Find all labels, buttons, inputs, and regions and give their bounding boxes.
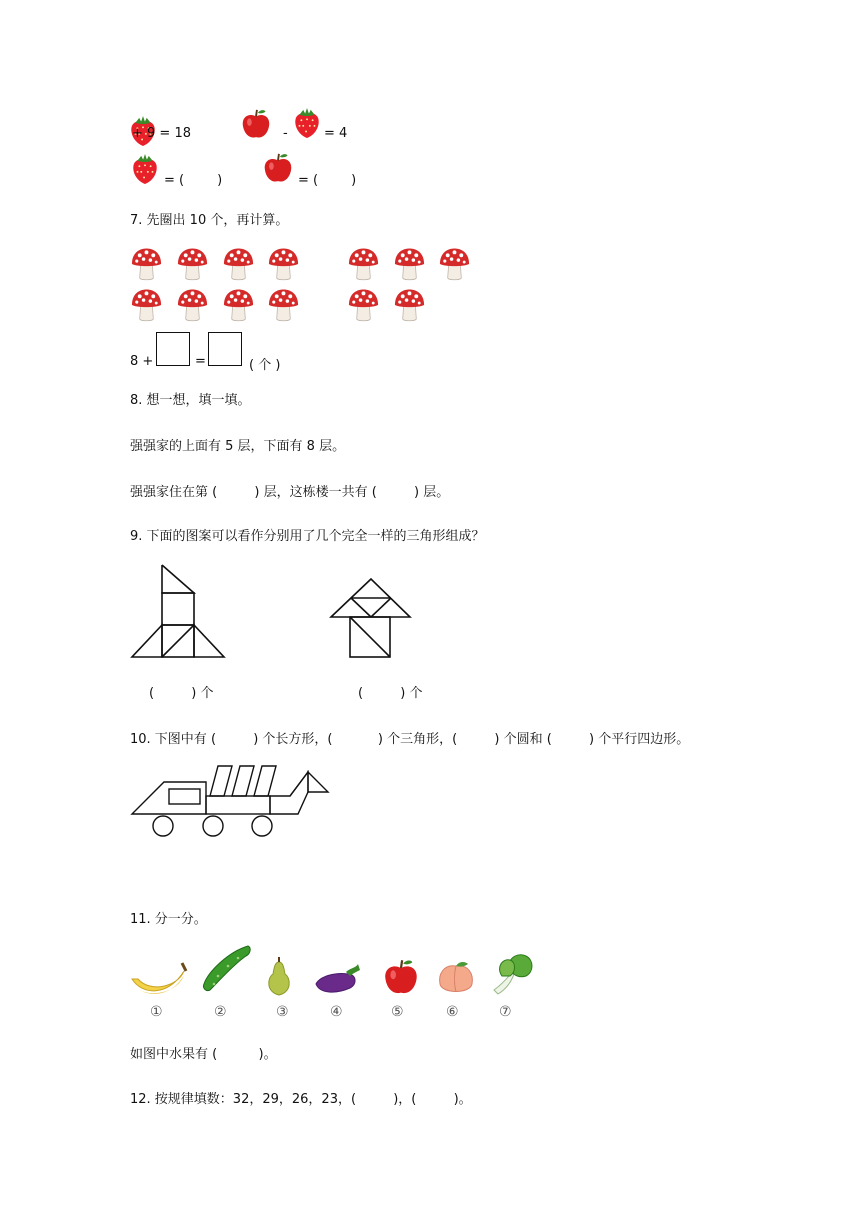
q8-line-2[interactable]: 强强家住在第 ( ) 层，这栋楼一共有 ( ) 层。: [130, 485, 450, 500]
answer-2-blank[interactable]: = ( ): [298, 173, 357, 188]
item-label: ①: [150, 1004, 163, 1020]
strawberry-icon: [130, 152, 160, 186]
equation-1-text: + 9 = 18: [132, 126, 191, 141]
mushroom-icon: [393, 287, 426, 323]
mushroom-icon: [347, 287, 380, 323]
mushroom-icon: [393, 246, 426, 282]
mushroom-icon: [438, 246, 471, 282]
question-8-title: 8. 想一想，填一填。: [130, 393, 251, 408]
q7-equals-sign: =: [195, 354, 206, 369]
mushroom-icon: [267, 246, 300, 282]
apple-icon: [262, 152, 294, 184]
eggplant-icon: [312, 960, 362, 996]
q7-unit-label: ( 个 ): [249, 358, 281, 373]
triangle-figure-1: [128, 560, 230, 664]
mushroom-icon: [347, 246, 380, 282]
mushroom-icon: [176, 287, 209, 323]
item-label: ⑦: [499, 1004, 512, 1020]
peach-icon: [436, 958, 476, 998]
mushroom-icon: [176, 246, 209, 282]
item-label: ②: [214, 1004, 227, 1020]
mushroom-icon: [222, 246, 255, 282]
q7-equation-start: 8 +: [130, 354, 154, 369]
truck-figure: [128, 762, 334, 838]
pear-icon: [264, 956, 294, 998]
question-7-title: 7. 先圈出 10 个，再计算。: [130, 213, 289, 228]
answer-1-blank[interactable]: = ( ): [164, 173, 223, 188]
triangle-figure-2: [328, 574, 414, 662]
question-10-title[interactable]: 10. 下图中有 ( ) 个长方形，( ) 个三角形，( ) 个圆和 ( ) 个平行四边形。: [130, 732, 690, 747]
mushroom-icon: [267, 287, 300, 323]
equation-2-text: = 4: [324, 126, 348, 141]
minus-sign: -: [283, 126, 288, 141]
item-label: ③: [276, 1004, 289, 1020]
question-9-title: 9. 下面的图案可以看作分别用了几个完全一样的三角形组成？: [130, 529, 485, 544]
item-label: ⑤: [391, 1004, 404, 1020]
mushroom-icon: [130, 246, 163, 282]
q9-blank-1[interactable]: ( ) 个: [149, 686, 214, 701]
answer-box-1[interactable]: [156, 332, 190, 366]
bok-choy-icon: [488, 950, 536, 998]
item-label: ④: [330, 1004, 343, 1020]
question-11-title: 11. 分一分。: [130, 912, 207, 927]
item-label: ⑥: [446, 1004, 459, 1020]
q9-blank-2[interactable]: ( ) 个: [358, 686, 423, 701]
q8-line-1: 强强家的上面有 5 层，下面有 8 层。: [130, 439, 346, 454]
q11-question[interactable]: 如图中水果有 ( )。: [130, 1047, 277, 1062]
apple-icon: [382, 957, 420, 997]
cucumber-icon: [198, 942, 254, 992]
strawberry-icon: [292, 106, 322, 140]
answer-box-2[interactable]: [208, 332, 242, 366]
mushroom-icon: [222, 287, 255, 323]
apple-icon: [240, 108, 272, 140]
mushroom-icon: [130, 287, 163, 323]
banana-icon: [128, 957, 188, 1001]
question-12-title[interactable]: 12. 按规律填数：32，29，26，23，( )，( )。: [130, 1092, 472, 1107]
